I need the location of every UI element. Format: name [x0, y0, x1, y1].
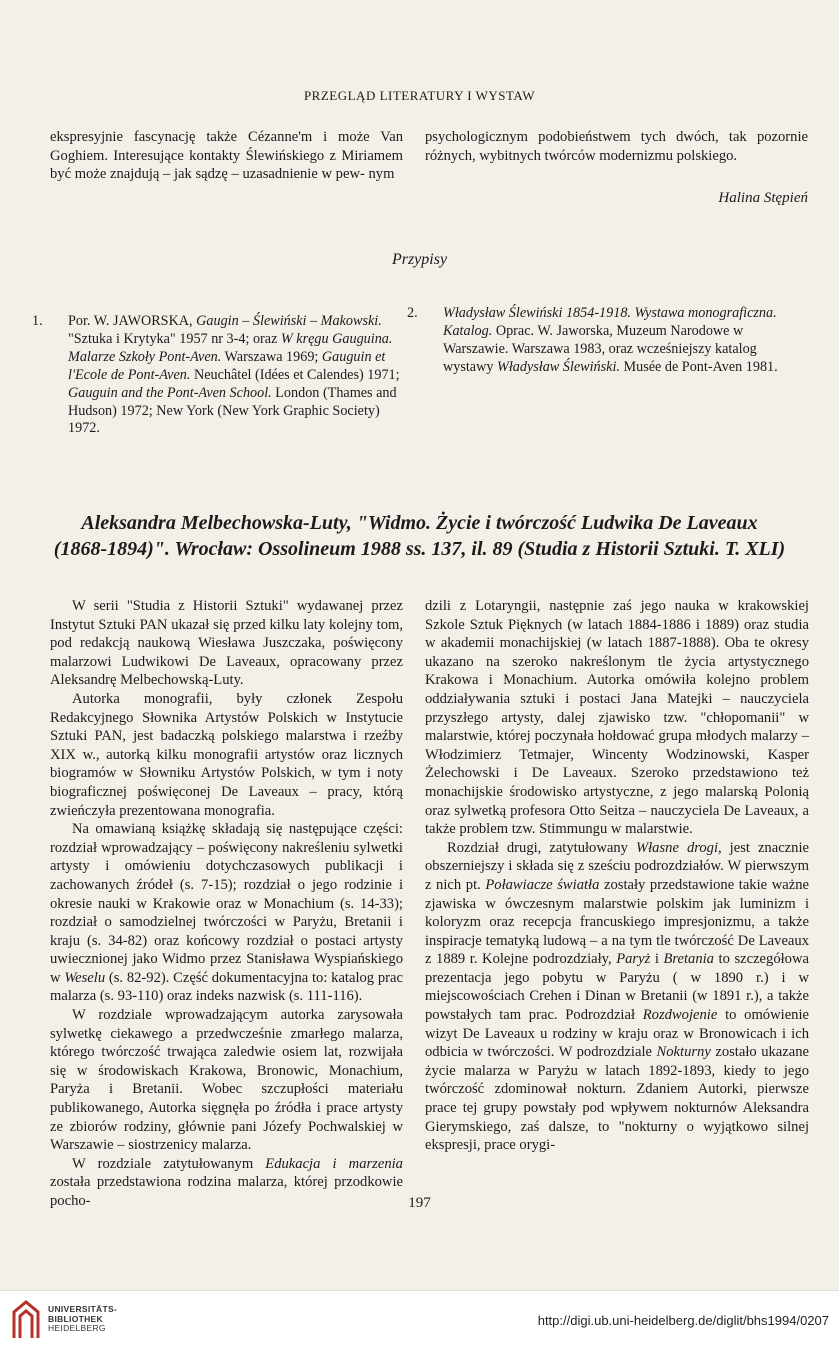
library-name-line: HEIDELBERG: [48, 1323, 106, 1333]
footnote-text: Oprac. W. Jaworska, Muzeum Narodowe w Warszawie. Warszawa 1983, oraz wcześniejszy katalog wystawy: [443, 322, 757, 375]
footnote-title: W kręgu Gauguina. Malarze Szkoły Pont-Aven.: [68, 330, 393, 365]
review-column-right: [425, 597, 809, 1155]
library-logo-icon[interactable]: [10, 1300, 42, 1340]
footnote-text: Neuchâtel (Idées et Calendes) 1971;: [190, 366, 400, 383]
footnote-text: "Sztuka i Krytyka" 1957 nr 3-4; oraz: [68, 330, 281, 347]
footnote-text: London (Thames and Hudson) 1972; New York (New York Graphic Society) 1972.: [68, 384, 397, 437]
paragraph: Autorka monografii, były członek Zespołu Redakcyjnego Słownika Artystów Polskich w Instytucie Sztuki PAN, jest badaczką polskiego malarstwa i rzeźby XIX w., autorką kilku monografii artystów oraz licznych biogramów w Słowniku Artystów Polskich, w tym i noty biograficznej poświęconej De Laveaux – pracy, którą zwieńczyła prezentowana monografia.: [50, 690, 403, 819]
footnote-text: Por. W. JAWORSKA,: [68, 313, 197, 329]
footnote-title: Gaugin – Ślewiński – Makowski.: [196, 313, 382, 329]
review-title-line: Aleksandra Melbechowska-Luty, "Widmo. Życie i twórczość Ludwika De Laveaux: [81, 512, 758, 534]
notes-heading: Przypisy: [391, 251, 448, 268]
running-head: PRZEGLĄD LITERATURY I WYSTAW: [303, 88, 536, 103]
footnote-title: Władysław Ślewiński.: [497, 358, 620, 375]
library-name[interactable]: [48, 1305, 117, 1334]
permalink-url[interactable]: http://digi.ub.uni-heidelberg.de/diglit/bhs1994/0207: [537, 1313, 829, 1328]
paragraph: W rozdziale zatytułowanym Edukacja i marzenia została przedstawiona rodzina malarza, której przodkowie pocho-: [50, 1155, 403, 1209]
footnote-title: Gauguin et l'Ecole de Pont-Aven.: [68, 348, 386, 383]
footnote-2: [407, 305, 810, 377]
paragraph: Na omawianą książkę składają się następujące części: rozdział wprowadzający – poświęcony nakreśleniu sylwetki artysty i omówieniu dotychczasowych publikacji i zachowanych źródeł (s. 7-15); rozdział o jego rodzinie i okresie nauki w Krakowie oraz w Monachium (s. 14-33); rozdział o samodzielnej twórczości w Paryżu, Bretanii i kraju (s. 34-82) oraz końcowy rozdział o postaci artysty uwiecznionej jako Widmo przez Stanisława Wyspiańskiego w Weselu (s. 82-92). Część dokumentacyjna to: katalog prac malarza (s. 93-110) oraz indeks nazwisk (s. 111-116).: [50, 821, 403, 1005]
paragraph: dzili z Lotaryngii, następnie zaś jego nauka w krakowskiej Szkole Sztuk Pięknych (w latach 1884-1886 i 1889) oraz studia w akademii monachijskiej (w latach 1887-1888). Oba te okresy ukazano na szeroko nakreślonym tle życia artystycznego Krakowa i Monachium. Autorka omówiła kolejno problem oddziaływania sztuki i postaci Jana Matejki – nauczyciela przyszłego artysty, dalej zjawisko tzw. "chłopomanii" w malarstwie, której poczynała hołdować grupa młodych malarzy – Włodzimierz Tetmajer, Wincenty Wodzinowski, Kasper Żelechowski i De Laveaux. Szeroko przedstawiono też monachijskie środowisko artystyczne, z jego malarską Polonią oraz sylwetką profesora Otto Seitza – nauczyciela De Laveaux, a także problem tzw. Stimmungu w malarstwie.: [425, 598, 809, 838]
review-title: [30, 510, 809, 562]
review-column-left: [50, 597, 403, 1211]
paragraph: W rozdziale wprowadzającym autorka zarysowała sylwetkę ciekawego a przedwcześnie zmarłego malarza, którego twórczość trwająca zaledwie osiem lat, rozwijała się w środowiskach Krakowa, Bronowic, Monachium, Paryża i Bretanii. Wobec szczupłości materiału publikowanego, Autorka sięgnęła po źródła i prace artysty ze zbiorów rodziny, głównie pani Józefy Pochwalskiej w Warszawie – siostrzenicy malarza.: [50, 1007, 403, 1154]
footnote-title: Władysław Ślewiński 1854-1918. Wystawa monograficzna. Katalog.: [443, 305, 777, 339]
paragraph: ekspresyjnie fascynację także Cézanne'm i może Van Goghiem. Interesujące kontakty Ślewińskiego z Miriamem być może znajdują – jak sądzę – uzasadnienie w pew- nym: [50, 129, 403, 183]
footnote-number: 1.: [32, 313, 43, 329]
library-name-line: UNIVERSITÄTS-: [48, 1304, 118, 1314]
footnote-text: Warszawa 1969;: [221, 348, 322, 365]
paragraph: Rozdział drugi, zatytułowany Własne drogi, jest znacznie obszerniejszy i składa się z sześciu podrozdziałów. W pierwszym z nich pt. Poławiacze światła zostały przedstawione takie ważne zjawiska w ówczesnym malarstwie polskim jak luminizm i koloryzm oraz recepcja francuskiego impresjonizmu, a także inspiracje tematyką ludową – a na tym tle twórczość De Laveaux z 1889 r. Kolejne podrozdziały, Paryż i Bretania to szczegółowa prezentacja jego pobytu w Paryżu ( w 1890 r.) i w miejscowościach Crehen i Dinan w Bretanii (w 1891 r.), a także powstałych tam prac. Podrozdział Rozdwojenie to omówienie wizyt De Laveaux u rodziny w kraju oraz w Bronowicach i ich odbicia w twórczości. W podrozdziale Nokturny zostało ukazane życie malarza w Paryżu w latach 1892-1893, kiedy to jego twórczość zdominował nokturn. Zdaniem Autorki, pierwsze prace tej grupy powstały pod wpływem nokturnów Aleksandra Gierymskiego, zaś dalsze, to "nokturny o wyjątkowo silnej ekspresji, prace orygi-: [425, 839, 809, 1154]
author-signature: Halina Stępień: [718, 190, 808, 206]
page-number: 197: [408, 1195, 431, 1211]
footnote-number: 2.: [407, 305, 418, 321]
paragraph: W serii "Studia z Historii Sztuki" wydawanej przez Instytut Sztuki PAN ukazał się przed kilku laty kolejny tom, pod redakcją naukową Wiesława Juszczaka, poświęcony malarzowi Ludwikowi De Laveaux, opracowany przez Aleksandrę Melbechowską-Luty.: [50, 598, 403, 689]
footnote-text: Musée de Pont-Aven 1981.: [619, 358, 778, 375]
paragraph: psychologicznym podobieństwem tych dwóch, tak pozornie różnych, wybitnych twórców modernizmu polskiego.: [425, 129, 808, 164]
continued-text-right: [425, 128, 808, 165]
footnote-title: Gauguin and the Pont-Aven School.: [68, 384, 272, 401]
continued-text-left: [50, 128, 403, 184]
library-name-line: BIBLIOTHEK: [48, 1313, 103, 1324]
review-title-line: (1868-1894)". Wrocław: Ossolineum 1988 ss. 137, il. 89 (Studia z Historii Sztuki. T. XLI): [53, 538, 786, 560]
footnote-1: [32, 313, 405, 438]
viewer-footer: [0, 1290, 839, 1351]
